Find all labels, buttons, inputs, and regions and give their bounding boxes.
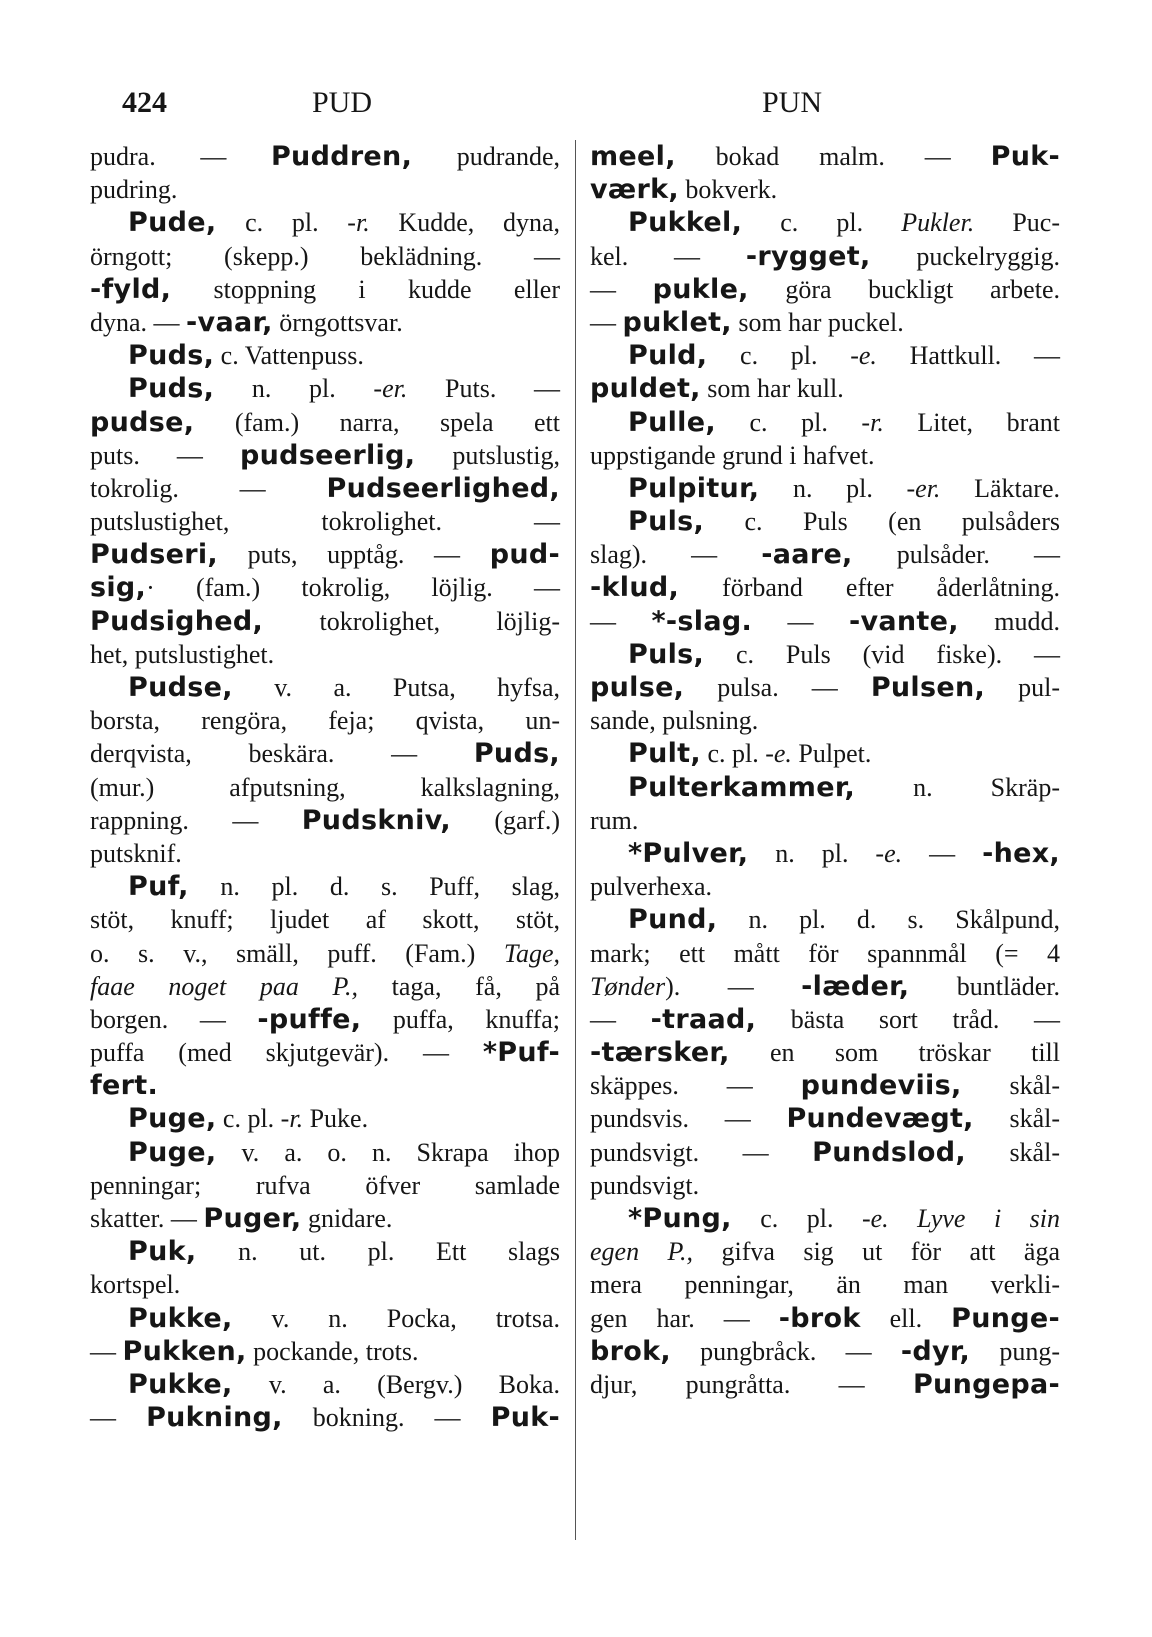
headword: pulse, xyxy=(590,672,685,703)
headword: -puffe, xyxy=(257,1003,362,1035)
text-line xyxy=(90,1368,560,1401)
body-text: o. s. v., smäll, puff. (Fam.) xyxy=(90,938,504,968)
text-line xyxy=(90,1102,560,1135)
body-text: mark; ett mått för spannmål (= 4 xyxy=(590,938,1060,968)
headword: Pukkel, xyxy=(628,207,743,239)
body-text: buntläder. xyxy=(909,971,1060,1001)
headword: Pude, xyxy=(128,207,217,239)
body-text: djur, pungråtta. — xyxy=(590,1369,913,1399)
body-text: n. Skräp- xyxy=(855,772,1060,802)
text-line xyxy=(590,140,1060,173)
body-text: n. pl. - xyxy=(759,473,916,503)
text-line xyxy=(590,837,1060,870)
body-text: skäppes. — xyxy=(590,1071,801,1101)
headword: Punge- xyxy=(951,1302,1060,1334)
text-line xyxy=(590,273,1060,306)
text-line xyxy=(90,771,560,804)
text-line xyxy=(590,1302,1060,1335)
text-line xyxy=(90,406,560,439)
body-text: — xyxy=(590,307,623,337)
body-text: c. pl. - xyxy=(216,208,356,238)
body-text: kel. — xyxy=(590,241,746,271)
body-text: sande, pulsning. xyxy=(590,706,759,736)
text-line xyxy=(590,240,1060,273)
italic-text: e. xyxy=(858,341,877,371)
body-text: c. pl. - xyxy=(707,341,859,371)
body-text: dyna. — xyxy=(90,307,187,337)
text-line xyxy=(90,638,560,671)
headword: Puf, xyxy=(128,871,189,903)
body-text: (mur.) afputsning, kalkslagning, xyxy=(90,772,560,802)
headword: *Pulver, xyxy=(628,837,749,869)
body-text: bokad malm. — xyxy=(675,142,991,171)
headword: -vante, xyxy=(848,605,959,637)
headword: Pudse, xyxy=(128,672,233,703)
headword: *Puf- xyxy=(482,1037,560,1069)
body-text: — xyxy=(90,1403,147,1433)
body-text: putslustighet, tokrolighet. — xyxy=(90,507,560,537)
body-text: Hattkull. — xyxy=(876,341,1060,371)
text-line xyxy=(590,1036,1060,1069)
headword: *Pung, xyxy=(628,1203,732,1234)
body-text: skål- xyxy=(961,1071,1060,1101)
text-line xyxy=(590,671,1060,704)
text-line xyxy=(90,870,560,903)
body-text: pulsåder. — xyxy=(852,540,1060,570)
body-text: c. pl. - xyxy=(700,739,774,769)
body-text: pundsvis. — xyxy=(590,1104,787,1134)
body-text: c. pl. xyxy=(742,208,902,238)
text-line xyxy=(590,1003,1060,1036)
body-text: n. pl. - xyxy=(748,838,885,868)
headword: pud- xyxy=(489,539,560,571)
body-text: v. a. (Bergv.) Boka. xyxy=(232,1369,560,1399)
italic-text: r. xyxy=(355,208,370,238)
body-text: stoppning i kudde eller xyxy=(171,274,560,304)
body-text: pulsa. — xyxy=(684,673,871,702)
text-line xyxy=(90,1335,560,1368)
body-text: örngottsvar. xyxy=(272,307,403,337)
body-text: pudrande, xyxy=(412,142,560,171)
body-text: (garf.) xyxy=(450,805,560,835)
headword: Puds, xyxy=(128,373,215,405)
headword: Pungepa- xyxy=(912,1368,1060,1400)
headword: meel, xyxy=(590,141,676,172)
body-text: putslustig, xyxy=(415,440,560,470)
body-text: stöt, knuff; ljudet af skott, stöt, xyxy=(90,905,560,935)
text-line xyxy=(590,903,1060,936)
headword: Pudseri, xyxy=(90,539,218,571)
body-text: Puc- xyxy=(974,208,1060,238)
body-text: mudd. xyxy=(958,606,1060,636)
body-text: ell. xyxy=(860,1303,952,1333)
body-text: c. pl. - xyxy=(731,1204,871,1233)
text-line xyxy=(590,1368,1060,1401)
text-line xyxy=(90,937,560,970)
headword: Pudskniv, xyxy=(301,804,451,836)
headword: -læder, xyxy=(801,970,910,1002)
headword: -klud, xyxy=(590,572,680,604)
headword: Puls, xyxy=(628,506,705,538)
headword: *-slag. xyxy=(651,605,753,637)
text-line xyxy=(590,605,1060,638)
body-text: förband efter åderlåtning. xyxy=(679,573,1060,603)
body-text: taga, få, på xyxy=(358,971,561,1001)
text-line xyxy=(590,1102,1060,1135)
headword: Puk, xyxy=(128,1236,197,1268)
text-line xyxy=(590,1169,1060,1202)
text-line xyxy=(590,472,1060,505)
text-line xyxy=(90,1202,560,1235)
text-line xyxy=(90,1401,560,1434)
text-line xyxy=(90,1069,560,1102)
italic-text: faae noget paa P., xyxy=(90,971,359,1001)
body-text: c. Puls (en pulsåders xyxy=(704,507,1060,537)
italic-text: e. xyxy=(773,739,792,769)
headword: Puls, xyxy=(628,638,705,670)
body-text: pungbråck. — xyxy=(670,1336,901,1366)
headword: sig, xyxy=(90,572,147,604)
body-text: c. Puls (vid fiske). — xyxy=(704,639,1060,669)
headword: Pulpitur, xyxy=(628,472,760,504)
headword: pudse, xyxy=(90,406,195,438)
text-line xyxy=(590,505,1060,538)
body-text: rappning. — xyxy=(90,805,302,835)
body-text: pudring. xyxy=(90,175,178,205)
headword: Pukke, xyxy=(128,1368,233,1400)
text-line xyxy=(590,1268,1060,1301)
headword: pudseerlig, xyxy=(240,439,416,471)
body-text: derqvista, beskära. — xyxy=(90,739,474,769)
headword: Pulle, xyxy=(628,406,716,438)
page-number: 424 xyxy=(122,86,167,119)
body-text: n. pl. d. s. Skålpund, xyxy=(717,905,1060,935)
text-line xyxy=(90,1302,560,1335)
headword: -aare, xyxy=(761,539,853,571)
headword: Puk- xyxy=(490,1402,560,1434)
body-text: gen har. — xyxy=(590,1303,779,1333)
body-text: Puts. — xyxy=(407,374,560,404)
body-text: som har puckel. xyxy=(731,307,904,337)
italic-text: er. xyxy=(382,374,408,404)
body-text: uppstigande grund i hafvet. xyxy=(590,440,875,470)
text-line xyxy=(90,306,560,339)
italic-text: r. xyxy=(289,1104,304,1134)
body-text: en som tröskar till xyxy=(729,1038,1060,1068)
text-line xyxy=(590,406,1060,439)
italic-text: egen P., xyxy=(590,1237,694,1267)
text-line xyxy=(90,273,560,306)
body-text: puffa, knuffa; xyxy=(361,1004,560,1034)
headword: Pudseerlighed, xyxy=(326,472,560,504)
italic-text: Tønder xyxy=(590,971,666,1001)
body-text: n. pl. - xyxy=(214,374,383,404)
body-text: — xyxy=(902,838,983,868)
text-line xyxy=(590,937,1060,970)
body-text: c. Vattenpuss. xyxy=(214,341,364,371)
left-column xyxy=(90,140,560,1434)
body-text: tokrolig. — xyxy=(90,473,327,503)
headword: Pulterkammer, xyxy=(628,771,856,803)
body-text: Pulpet. xyxy=(791,739,872,769)
text-line xyxy=(90,571,560,604)
headword: Pund, xyxy=(628,904,718,936)
text-line xyxy=(590,372,1060,405)
text-line xyxy=(90,1235,560,1268)
body-text: pung- xyxy=(970,1336,1060,1366)
text-line xyxy=(90,1036,560,1069)
body-text: Kudde, dyna, xyxy=(369,208,561,238)
italic-text: r. xyxy=(870,407,884,437)
text-line xyxy=(90,206,560,239)
text-line xyxy=(590,638,1060,671)
text-line xyxy=(90,240,560,273)
body-text: rum. xyxy=(590,805,639,835)
body-text: · (fam.) tokrolig, löjlig. — xyxy=(146,573,560,603)
headword: værk, xyxy=(590,174,679,206)
body-text: gifva sig ut för att äga xyxy=(693,1237,1060,1267)
body-text: göra buckligt arbete. xyxy=(748,274,1060,304)
body-text: pulverhexa. xyxy=(590,872,713,902)
text-line xyxy=(590,1136,1060,1169)
text-line xyxy=(590,571,1060,604)
text-line xyxy=(590,306,1060,339)
text-line xyxy=(90,1003,560,1036)
text-line xyxy=(90,605,560,638)
text-line xyxy=(590,1069,1060,1102)
headword: -vaar, xyxy=(186,306,273,338)
italic-text: e. xyxy=(870,1204,889,1233)
headword: -rygget, xyxy=(745,240,871,272)
body-text: pudra. — xyxy=(90,142,271,171)
body-text: — xyxy=(752,606,849,636)
text-line xyxy=(590,1202,1060,1235)
italic-text: Pukler. xyxy=(901,208,975,238)
body-text: puffa (med skjutgevär). — xyxy=(90,1038,483,1068)
headword: Puge, xyxy=(128,1136,217,1168)
body-text: mera penningar, än man verkli- xyxy=(590,1270,1060,1300)
italic-text: Lyve i sin xyxy=(917,1204,1060,1233)
text-line xyxy=(590,1235,1060,1268)
headword: puldet, xyxy=(590,373,701,405)
headword: -traad, xyxy=(650,1003,757,1035)
body-text: het, putslustighet. xyxy=(90,639,275,669)
headword: Pundevægt, xyxy=(786,1103,974,1135)
italic-text: e. xyxy=(884,838,903,868)
text-line xyxy=(590,206,1060,239)
headword: Puddren, xyxy=(270,141,413,172)
text-line xyxy=(590,339,1060,372)
text-line xyxy=(90,704,560,737)
body-text: — xyxy=(590,606,652,636)
body-text: borsta, rengöra, feja; qvista, un- xyxy=(90,706,560,736)
italic-text: Tage, xyxy=(503,938,560,968)
headword: Puds, xyxy=(128,340,215,372)
body-text: v. n. Pocka, trotsa. xyxy=(232,1303,560,1333)
body-text: örngott; (skepp.) beklädning. — xyxy=(90,241,560,271)
body-text: som har kull. xyxy=(700,374,844,404)
text-line xyxy=(90,903,560,936)
headword: pukle, xyxy=(652,273,749,305)
text-line xyxy=(90,339,560,372)
body-text: pockande, trots. xyxy=(246,1336,419,1366)
body-text: ). — xyxy=(665,971,802,1001)
body-text: n. ut. pl. Ett slags xyxy=(196,1237,560,1267)
running-header xyxy=(0,86,1152,126)
body-text: v. a. Putsa, hyfsa, xyxy=(232,673,560,702)
body-text: — xyxy=(590,274,653,304)
body-text: Litet, brant xyxy=(883,407,1061,437)
text-line xyxy=(590,804,1060,837)
headword: Pukken, xyxy=(122,1335,247,1367)
text-line xyxy=(590,1335,1060,1368)
text-line xyxy=(90,1169,560,1202)
italic-text: er. xyxy=(915,473,941,503)
body-text: c. pl. - xyxy=(715,407,871,437)
body-text: pul- xyxy=(985,673,1060,702)
body-text: skatter. — xyxy=(90,1204,204,1233)
headword: -tærsker, xyxy=(590,1037,730,1069)
text-line xyxy=(90,472,560,505)
headword: Pukning, xyxy=(146,1402,283,1434)
headword: -brok xyxy=(778,1302,861,1334)
body-text: bästa sort tråd. — xyxy=(756,1004,1061,1034)
text-line xyxy=(90,439,560,472)
headword: Puk- xyxy=(990,141,1060,172)
body-text: — xyxy=(590,1004,651,1034)
text-line xyxy=(590,737,1060,770)
body-text: penningar; rufva öfver samlade xyxy=(90,1170,560,1200)
body-text: kortspel. xyxy=(90,1270,181,1300)
headword: Pundslod, xyxy=(812,1136,966,1168)
text-line xyxy=(90,1268,560,1301)
headword: pundeviis, xyxy=(800,1070,962,1102)
text-line xyxy=(590,970,1060,1003)
body-text: slag). — xyxy=(590,540,762,570)
body-text: n. pl. d. s. Puff, slag, xyxy=(188,872,560,902)
body-text: puts. — xyxy=(90,440,240,470)
text-line xyxy=(90,671,560,704)
text-line xyxy=(590,173,1060,206)
text-line xyxy=(590,538,1060,571)
headword: brok, xyxy=(590,1335,671,1367)
headword: Puger, xyxy=(203,1203,302,1234)
headword: -dyr, xyxy=(900,1335,971,1367)
body-text: — xyxy=(90,1336,123,1366)
text-line xyxy=(90,1136,560,1169)
left-guide-word: PUD xyxy=(312,86,373,119)
body-text: bokverk. xyxy=(678,175,778,205)
text-line xyxy=(90,970,560,1003)
headword: Pult, xyxy=(628,738,701,770)
body-text: bokning. — xyxy=(282,1403,491,1433)
body-text: skål- xyxy=(973,1104,1060,1134)
headword: fert. xyxy=(90,1070,159,1102)
body-text: putsknif. xyxy=(90,838,182,868)
body-text: puckelryggig. xyxy=(870,241,1060,271)
right-guide-word: PUN xyxy=(762,86,823,119)
body-text: puts, upptåg. — xyxy=(217,540,490,570)
text-line xyxy=(90,737,560,770)
text-line xyxy=(590,704,1060,737)
text-line xyxy=(90,140,560,173)
text-line xyxy=(90,372,560,405)
headword: -fyld, xyxy=(90,273,172,305)
headword: Puge, xyxy=(128,1103,217,1135)
body-text: Läktare. xyxy=(940,473,1060,503)
text-line xyxy=(90,505,560,538)
headword: puklet, xyxy=(622,306,732,338)
headword: Pulsen, xyxy=(870,672,986,703)
headword: -hex, xyxy=(982,837,1060,869)
headword: Pudsighed, xyxy=(90,605,264,637)
body-text: c. pl. - xyxy=(216,1104,290,1134)
body-text: v. a. o. n. Skrapa ihop xyxy=(216,1137,560,1167)
text-line xyxy=(590,439,1060,472)
body-text: Puke. xyxy=(303,1104,369,1134)
text-line xyxy=(90,538,560,571)
body-text: pundsvigt. xyxy=(590,1170,700,1200)
body-text: tokrolighet, löjlig- xyxy=(263,606,560,636)
text-line xyxy=(590,771,1060,804)
column-divider xyxy=(575,140,576,1540)
body-text: borgen. — xyxy=(90,1004,258,1034)
body-text: pundsvigt. — xyxy=(590,1137,813,1167)
body-text xyxy=(889,1204,917,1233)
text-line xyxy=(90,173,560,206)
headword: Puds, xyxy=(473,738,560,770)
text-line xyxy=(90,837,560,870)
text-line xyxy=(90,804,560,837)
headword: Puld, xyxy=(628,340,708,372)
right-column xyxy=(590,140,1060,1401)
body-text: (fam.) narra, spela ett xyxy=(194,407,560,437)
body-text: skål- xyxy=(965,1137,1060,1167)
body-text: gnidare. xyxy=(301,1204,393,1233)
text-line xyxy=(590,870,1060,903)
headword: Pukke, xyxy=(128,1302,233,1334)
